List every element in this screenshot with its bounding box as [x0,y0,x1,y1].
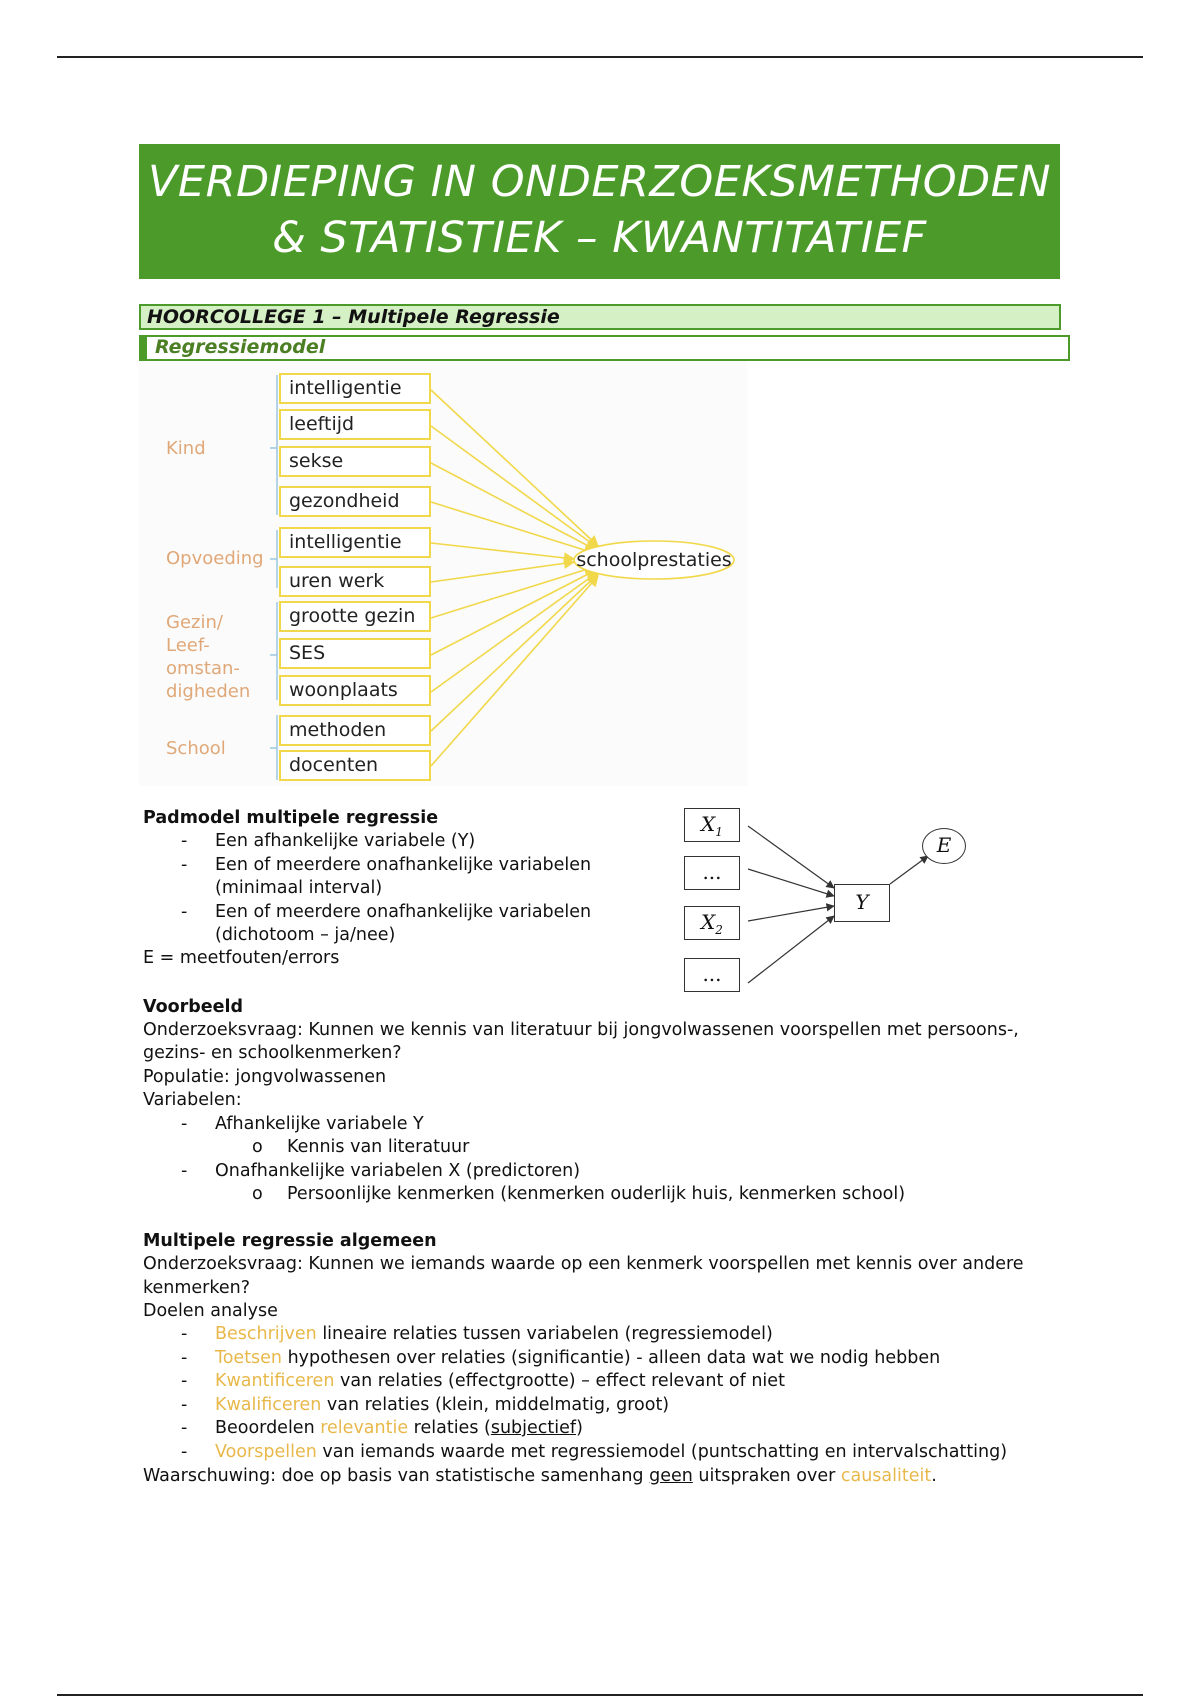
padmodel-bullet: Een of meerdere onafhankelijke variabelen [215,855,592,875]
variable-box: uren werk [279,566,431,597]
goal-item [215,1370,785,1393]
voorbeeld-question: Onderzoeksvraag: Kunnen we kennis van literatuur bij jongvolwassenen voorspellen met persoons-, [143,1020,1019,1040]
goal-text: van relaties (klein, middelmatig, groot) [321,1395,670,1415]
independent-variables-detail: Persoonlijke kenmerken (kenmerken ouderlijk huis, kenmerken school) [287,1184,906,1204]
error-note: E = meetfouten/errors [143,948,340,968]
padmodel-bullet: Een afhankelijke variabele (Y) [215,831,476,851]
predictor-dots-box: ... [684,856,740,890]
group-label-school: School [166,738,226,759]
warning-underlined: geen [649,1466,693,1486]
group-label-leef: Leef- [166,635,210,656]
variable-box: methoden [279,715,431,746]
variable-box: grootte gezin [279,601,431,632]
title-line-2: & STATISTIEK – KWANTITATIEF [272,213,927,263]
group-brackets [270,375,277,780]
goal-keyword: Kwantificeren [215,1371,335,1391]
variable-box: docenten [279,750,431,781]
bullet-dash: - [181,1161,188,1181]
group-label-omstan: omstan- [166,658,240,679]
goal-text: relaties ( [408,1418,491,1438]
section-heading: Regressiemodel [139,335,1070,361]
warning-text: . [931,1466,937,1486]
x1-subscript: 1 [715,825,723,839]
goal-text: van relaties (effectgrootte) – effect relevant of niet [334,1371,785,1391]
padmodel-bullet-cont: (dichotoom – ja/nee) [215,925,396,945]
group-label-gezin: Gezin/ [166,612,223,633]
goal-keyword: Toetsen [215,1348,283,1368]
goal-text: Beoordelen [215,1418,321,1438]
variable-box: sekse [279,446,431,477]
bullet-dash: - [181,1395,188,1415]
goal-item [215,1441,1007,1464]
bullet-dash: - [181,1442,188,1462]
group-label-digheden: digheden [166,681,251,702]
bullet-dash: - [181,1418,188,1438]
group-label-opvoeding: Opvoeding [166,548,264,569]
variable-box: gezondheid [279,486,431,517]
goal-keyword: Voorspellen [215,1442,317,1462]
padmodel-bullet: Een of meerdere onafhankelijke variabelen [215,902,592,922]
goal-item [215,1347,940,1370]
independent-variables: Onafhankelijke variabelen X (predictoren) [215,1161,581,1181]
padmodel-bullet-cont: (minimaal interval) [215,878,383,898]
bullet-dash: - [181,1348,188,1368]
goal-item [215,1417,583,1440]
bullet-dash: - [181,1324,188,1344]
algemeen-question: Onderzoeksvraag: Kunnen we iemands waarde op een kenmerk voorspellen met kennis over andere [143,1254,1024,1274]
warning-text: Waarschuwing: doe op basis van statistische samenhang [143,1466,650,1486]
variable-box: woonplaats [279,675,431,706]
warning [143,1465,937,1488]
outcome-label: schoolprestaties [576,549,732,571]
variable-box: SES [279,638,431,669]
voorbeeld-variables-label: Variabelen: [143,1090,242,1110]
predictor-x2-box [684,906,740,940]
goals-label: Doelen analyse [143,1301,278,1321]
goal-item [215,1323,773,1346]
outcome-y-box: Y [834,884,890,922]
algemeen-question-cont: kenmerken? [143,1278,251,1298]
predictor-dots-box: ... [684,958,740,992]
variable-box: leeftijd [279,409,431,440]
variable-box: intelligentie [279,527,431,558]
predictor-x1-box [684,808,740,842]
voorbeeld-heading: Voorbeeld [143,997,244,1017]
padmodel-heading: Padmodel multipele regressie [143,808,439,828]
lecture-heading: HOORCOLLEGE 1 – Multipele Regressie [139,304,1061,330]
bullet-dash: - [181,902,188,922]
bullet-dash: - [181,1114,188,1134]
predictor-arrows [431,390,598,766]
voorbeeld-question-cont: gezins- en schoolkenmerken? [143,1043,402,1063]
x2-label: X [701,910,716,934]
bullet-dash: - [181,831,188,851]
dependent-variable-detail: Kennis van literatuur [287,1137,470,1157]
goal-text: ) [576,1418,583,1438]
goal-text: van iemands waarde met regressiemodel (puntschatting en intervalschatting) [316,1442,1008,1462]
bullet-dash: - [181,1371,188,1391]
x1-label: X [701,812,716,836]
dependent-variable: Afhankelijke variabele Y [215,1114,424,1134]
algemeen-heading: Multipele regressie algemeen [143,1231,437,1251]
goal-underlined: subjectief [490,1418,577,1438]
goal-text: hypothesen over relaties (significantie) - alleen data wat we nodig hebben [282,1348,941,1368]
bullet-dash: - [181,855,188,875]
voorbeeld-population: Populatie: jongvolwassenen [143,1067,387,1087]
warning-keyword: causaliteit [840,1466,932,1486]
x2-subscript: 2 [715,923,723,937]
bullet-circle: o [252,1137,263,1157]
goal-item [215,1394,669,1417]
group-label-kind: Kind [166,438,206,459]
bullet-circle: o [252,1184,263,1204]
warning-text: uitspraken over [692,1466,841,1486]
goal-keyword: Kwalificeren [215,1395,322,1415]
variable-box: intelligentie [279,373,431,404]
goal-keyword: relevantie [320,1418,409,1438]
title-line-1: VERDIEPING IN ONDERZOEKSMETHODEN [147,157,1051,207]
goal-keyword: Beschrijven [215,1324,317,1344]
error-e-circle: E [922,828,966,864]
goal-text: lineaire relaties tussen variabelen (regressiemodel) [316,1324,773,1344]
